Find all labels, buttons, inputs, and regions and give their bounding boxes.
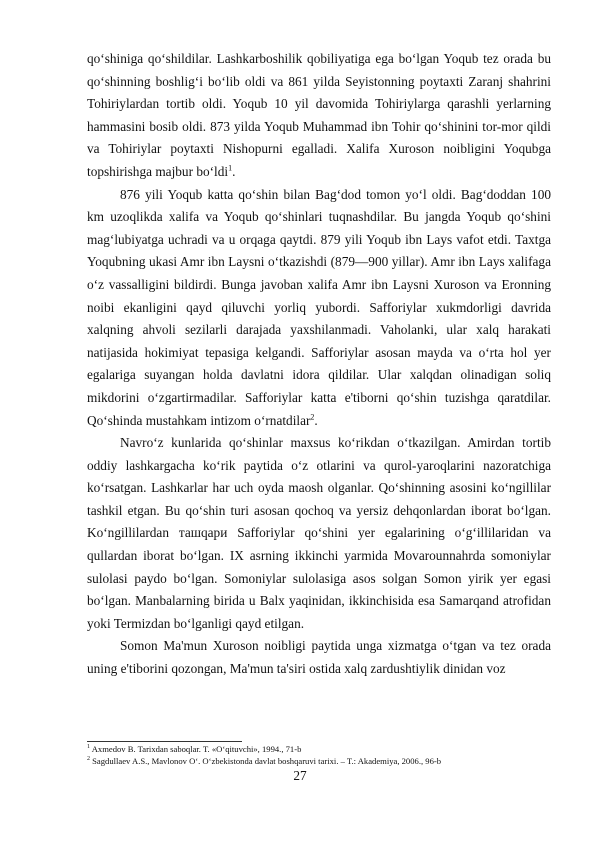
footnote-2-number: 2 [87, 755, 90, 762]
footnote-separator [87, 741, 242, 742]
footnote-1-text: Axmedov B. Tarixdan saboqlar. T. «O‘qituvchi», 1994., 71-b [91, 744, 302, 754]
footnotes [87, 744, 551, 767]
paragraph-2-tail: . [314, 412, 318, 428]
paragraph-3 [87, 432, 551, 635]
paragraph-4-text: Somon Ma'mun Xuroson noibligi paytida unga xizmatga o‘tgan va tez orada uning e'tiborini qozongan, Ma'mun ta'siri ostida xalq zardushtiylik dinidan voz [87, 638, 551, 677]
body-text [87, 48, 551, 681]
page-number: 27 [293, 768, 307, 783]
paragraph-2 [87, 184, 551, 433]
footnote-ref-1[interactable]: 1 [228, 163, 233, 173]
footnote-1 [87, 744, 551, 756]
paragraph-4 [87, 635, 551, 680]
footnote-1-number: 1 [87, 744, 90, 751]
paragraph-1-text: qo‘shiniga qo‘shildilar. Lashkarboshilik qobiliyatiga ega bo‘lgan Yoqub tez orada bu qo‘shinning boshlig‘i bo‘lib oldi va 861 yilda Seyistonning poytaxti Zaranj shahrini Tohiriylardan tortib oldi. Yoqub 10 yil davomida Tohiriylarga qarashli yerlarning hammasini bosib oldi. 873 yilda Yoqub Muhammad ibn Tohir qo‘shinini tor-mor qildi va Tohiriylar poytaxti Nishopurni egalladi. Xalifa Xuroson noibligini Yoqubga topshirishga majbur bo‘ldi [87, 51, 551, 179]
footnote-2-text: Sagdullaev A.S., Mavlonov O‘. O‘zbekistonda davlat boshqaruvi tarixi. – T.: Akademiya, 2006., 96-b [92, 755, 442, 766]
paragraph-2-text: 876 yili Yoqub katta qo‘shin bilan Bag‘dod tomon yo‘l oldi. Bag‘doddan 100 km uzoqlikda xalifa va Yoqub qo‘shinlari tuqnashdilar. Bu jangda Yoqub qo‘shini mag‘lubiyatga uchradi va u orqaga qaytdi. 879 yili Yoqub ibn Lays vafot etdi. Taxtga Yoqubning ukasi Amr ibn Laysni o‘tkazishdi (879—900 yillar). Amr ibn Lays xalifaga o‘z vassalligini bildirdi. Bunga javoban xalifa Amr ibn Laysni Xuroson va Eronning noibi ekanligini qayd qiluvchi yorliq yubordi. Safforiylar xukmdorligi davrida xalqning ahvoli sezilarli darajada yaxshilanmadi. Vaholanki, ular xalq harakati natijasida hokimiyat tepasiga kelgandi. Safforiylar asosan mayda va o‘rta hol yer egalariga suyangan holda davlatni idora qildilar. Ular xalqdan olinadigan soliq mikdorini o‘zgartirmadilar. Safforiylar katta e'tiborni qo‘shin tuzishga qaratdilar. Qo‘shinda mustahkam intizom o‘rnatdilar [87, 186, 551, 428]
paragraph-1-tail: . [232, 163, 236, 179]
footnote-ref-2[interactable]: 2 [310, 412, 315, 422]
paragraph-1 [87, 48, 551, 184]
paragraph-3-text: Navro‘z kunlarida qo‘shinlar maxsus ko‘rikdan o‘tkazilgan. Amirdan tortib oddiy lashkargacha ko‘rik paytida o‘z otlarini va qurol-yaroqlarini nazoratchiga ko‘rsatgan. Lashkarlar har uch oyda maosh olganlar. Qo‘shinning asosini ko‘ngillilar tashkil etgan. Bu qo‘shin turi asosan qochoq va yersiz dehqonlardan iborat bo‘lgan. Ko‘ngillilardan ташqари Safforiylar qo‘shini yer egalarining o‘g‘illilaridan va qullardan iborat bo‘lgan. IX asrning ikkinchi yarmida Movarounnahrda somoniylar sulolasi paydo bo‘lgan. Somoniylar sulolasiga asos solgan Somon yirik yer egasi bo‘lgan. Manbalarning birida u Balx yaqinidan, ikkinchisida esa Samarqand atrofidan yoki Termizdan bo‘lganligi qayd etilgan. [87, 435, 551, 631]
footnote-2 [87, 756, 551, 768]
